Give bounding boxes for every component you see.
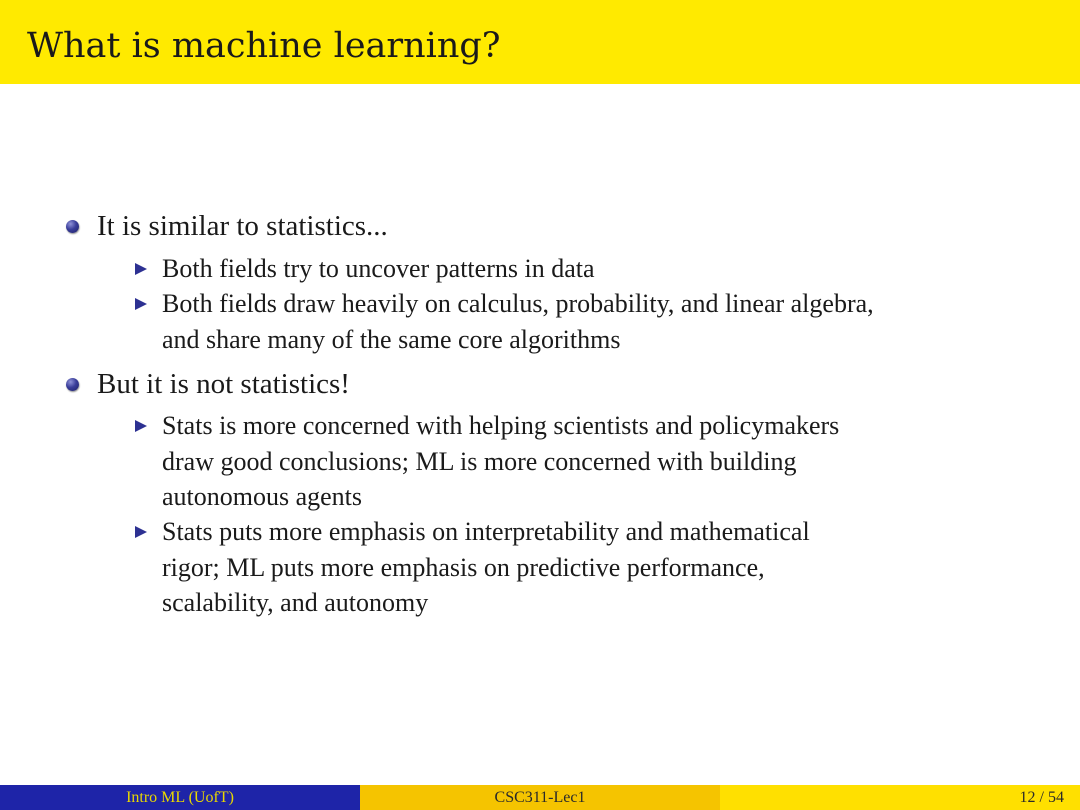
sub-bullet-text xyxy=(162,514,1062,621)
bullet-text: But it is not statistics! xyxy=(97,368,350,400)
sub-bullet-line: rigor; ML puts more emphasis on predictive performance, xyxy=(162,552,765,582)
sub-bullet-line: Both fields try to uncover patterns in data xyxy=(162,254,595,283)
triangle-arrow-icon xyxy=(135,526,147,538)
sub-bullet-line: Stats is more concerned with helping scientists and policymakers xyxy=(162,411,840,440)
sub-bullet-line: Stats puts more emphasis on interpretability and mathematical xyxy=(162,517,810,546)
sub-bullet-text xyxy=(162,251,1062,287)
sub-bullet-text xyxy=(162,408,1062,515)
footer-bar xyxy=(0,785,1080,810)
sub-bullet-line: autonomous agents xyxy=(162,482,363,511)
triangle-arrow-icon xyxy=(135,420,147,432)
footer-author: Intro ML (UofT) xyxy=(0,785,360,810)
ball-bullet-icon xyxy=(66,378,79,391)
sub-bullet-line: draw good conclusions; ML is more concerned with building xyxy=(162,446,797,476)
slide-title: What is machine learning? xyxy=(27,26,501,66)
sub-bullet-line: scalability, and autonomy xyxy=(162,588,429,617)
sub-bullet-line: Both fields draw heavily on calculus, probability, and linear algebra, xyxy=(162,289,874,318)
bullet-text: It is similar to statistics... xyxy=(97,210,388,242)
sub-bullet-text xyxy=(162,286,1062,357)
triangle-arrow-icon xyxy=(135,298,147,310)
footer-page-number: 12 / 54 xyxy=(720,785,1080,810)
triangle-arrow-icon xyxy=(135,263,147,275)
footer-course: CSC311-Lec1 xyxy=(360,785,720,810)
sub-bullet-line: and share many of the same core algorithms xyxy=(162,324,621,354)
ball-bullet-icon xyxy=(66,220,79,233)
